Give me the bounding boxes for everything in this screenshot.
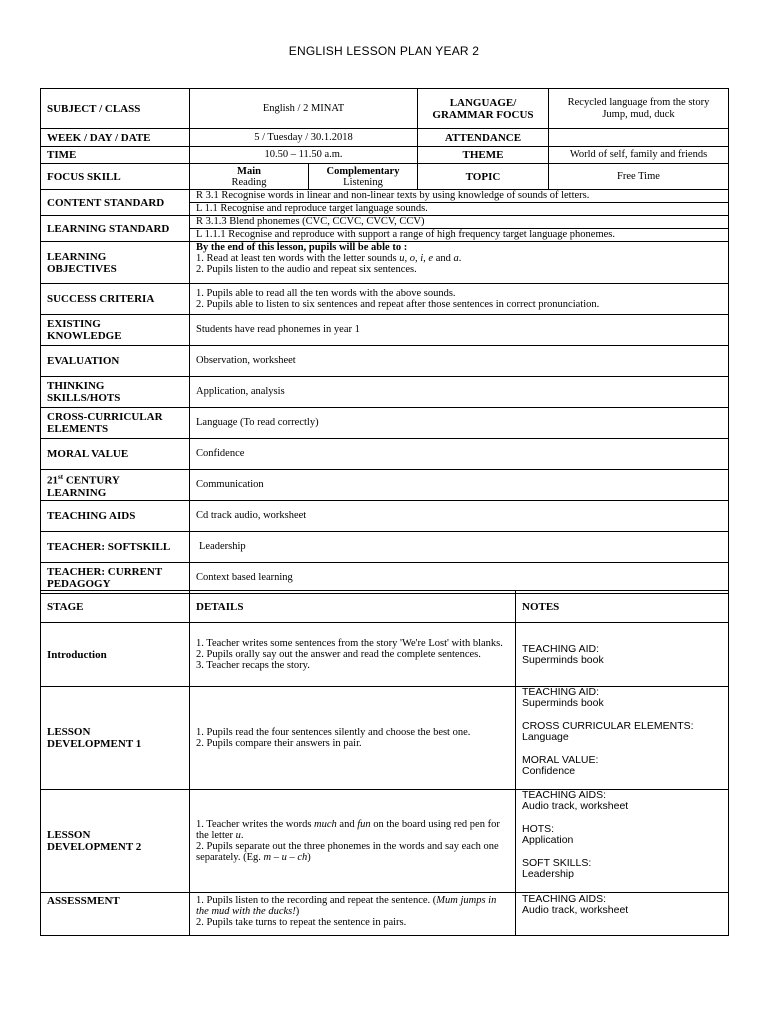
century-label-1: [47, 471, 183, 487]
ld1-note-2: Superminds book: [522, 697, 604, 709]
theme-value: World of self, family and friends: [549, 147, 729, 164]
ld1-note-6: Confidence: [522, 765, 576, 777]
ld2-d1-pre: 1. Teacher writes the words: [196, 819, 315, 830]
theme-label: THEME: [418, 147, 549, 164]
learning-objectives-label: [41, 242, 190, 284]
complementary-skill: [309, 164, 418, 190]
complementary-skill-value: Listening: [343, 176, 383, 188]
objective-1-letter-a: a: [453, 253, 459, 264]
stage-assessment: ASSESSMENT: [41, 893, 190, 936]
focus-skill-label: FOCUS SKILL: [41, 164, 190, 190]
lesson-plan-table: [40, 88, 729, 594]
ld2-label-1: LESSON: [47, 829, 91, 841]
century-rest: CENTURY: [63, 474, 120, 487]
language-value-line-2: Jump, mud, duck: [602, 108, 675, 120]
objectives-label-2: OBJECTIVES: [47, 262, 117, 275]
ld2-note-4: Application: [522, 834, 574, 846]
assess-detail-2: 2. Pupils take turns to repeat the sentence in pairs.: [196, 917, 407, 928]
language-value-line-1: Recycled language from the story: [567, 96, 710, 108]
language-label-line-2: GRAMMAR FOCUS: [432, 108, 534, 121]
assessment-notes: [516, 893, 729, 936]
pedagogy-label: [41, 563, 190, 594]
assess-d1-pre: 1. Pupils listen to the recording and repeat the sentence. (: [196, 895, 437, 906]
ld2-d2-pre: 2. Pupils separate out the three phonemes in the words and say each one separately. (Eg.: [196, 841, 499, 863]
century-label-2: LEARNING: [47, 486, 107, 499]
thinking-skills-label: [41, 377, 190, 408]
learning-objectives-value: [190, 242, 729, 284]
content-standard-value: [190, 190, 729, 216]
ld1-note-4: Language: [522, 731, 569, 743]
century-sup: st: [58, 473, 64, 482]
century-learning-label: [41, 470, 190, 501]
assess-detail-1: [196, 895, 509, 917]
existing-knowledge-value: Students have read phonemes in year 1: [190, 315, 729, 346]
main-skill: [190, 164, 309, 190]
ld2-label-2: DEVELOPMENT 2: [47, 841, 142, 853]
ld2-d1-word-much: much: [314, 819, 337, 830]
details-header: DETAILS: [190, 591, 516, 623]
century-num: 21: [47, 474, 58, 487]
introduction-notes: [516, 623, 729, 687]
ld2-note-6: Leadership: [522, 868, 574, 880]
lesson-development-1-details: [190, 687, 516, 790]
objective-1-end: .: [458, 253, 462, 264]
assess-note-1: TEACHING AIDS:: [522, 893, 607, 905]
ld2-d2-end: ): [307, 852, 311, 863]
ld1-detail-2: 2. Pupils compare their answers in pair.: [196, 738, 362, 749]
lesson-development-2-notes: [516, 790, 729, 893]
ld2-d1-letter-u: u: [235, 830, 241, 841]
ld2-d2-example: m – u – ch: [263, 852, 308, 863]
softskill-label: TEACHER: SOFTSKILL: [41, 532, 190, 563]
ld1-detail-1: 1. Pupils read the four sentences silently and choose the best one.: [196, 727, 471, 738]
success-criteria-value: [190, 284, 729, 315]
objective-1-text: 1. Read at least ten words with the letter sounds: [196, 253, 400, 264]
topic-label: TOPIC: [418, 164, 549, 190]
cross-label-2: ELEMENTS: [47, 423, 109, 435]
existing-label-2: KNOWLEDGE: [47, 330, 122, 342]
intro-detail-2: 2. Pupils orally say out the answer and read the complete sentences.: [196, 649, 481, 660]
century-learning-value: Communication: [190, 470, 729, 501]
teaching-aids-value: Cd track audio, worksheet: [190, 501, 729, 532]
attendance-value: [549, 129, 729, 147]
ld2-note-5: SOFT SKILLS:: [522, 857, 592, 869]
assessment-details: [190, 893, 516, 936]
language-label-line-1: LANGUAGE/: [449, 96, 517, 109]
lesson-development-2-details: [190, 790, 516, 893]
success-1: 1. Pupils able to read all the ten words with the above sounds.: [196, 288, 456, 299]
success-criteria-label: SUCCESS CRITERIA: [41, 284, 190, 315]
introduction-details: [190, 623, 516, 687]
learning-standard-2: L 1.1.1 Recognise and reproduce with support a range of high frequency target language phonemes.: [196, 229, 615, 240]
ld2-note-3: HOTS:: [522, 823, 555, 835]
pedagogy-label-1: TEACHER: CURRENT: [47, 566, 163, 578]
learning-standard-label: LEARNING STANDARD: [41, 216, 190, 242]
content-standard-1: R 3.1 Recognise words in linear and non-linear texts by using knowledge of sounds of letters.: [190, 190, 728, 203]
existing-label-1: EXISTING: [47, 318, 101, 330]
stage-lesson-development-2: [41, 790, 190, 893]
intro-note-2: Superminds book: [522, 653, 604, 666]
assess-note-2: Audio track, worksheet: [522, 904, 629, 916]
stage-header: STAGE: [41, 591, 190, 623]
complementary-skill-label: Complementary: [326, 165, 400, 177]
objectives-intro: By the end of this lesson, pupils will be able to :: [196, 242, 408, 253]
ld2-d1-and: and: [336, 819, 358, 830]
ld2-note-1: TEACHING AIDS:: [522, 789, 607, 801]
time-value: 10.50 – 11.50 a.m.: [190, 147, 418, 164]
success-2: 2. Pupils able to listen to six sentences and repeat after those sentences in correct pronunciation.: [196, 299, 600, 310]
pedagogy-value: Context based learning: [190, 563, 729, 594]
pedagogy-label-2: PEDAGOGY: [47, 578, 111, 590]
softskill-value: Leadership: [190, 532, 729, 563]
evaluation-value: Observation, worksheet: [190, 346, 729, 377]
cross-label-1: CROSS-CURRICULAR: [47, 411, 163, 423]
ld2-detail-2: [196, 841, 509, 863]
stage-lesson-development-1: [41, 687, 190, 790]
stage-introduction: Introduction: [41, 623, 190, 687]
content-standard-2: L 1.1 Recognise and reproduce target language sounds.: [196, 203, 428, 214]
cross-curricular-value: Language (To read correctly): [190, 408, 729, 439]
stages-table: [40, 590, 729, 936]
teaching-aids-label: TEACHING AIDS: [41, 501, 190, 532]
week-value: 5 / Tuesday / 30.1.2018: [190, 129, 418, 147]
objective-1-letters: u, o, i, e: [399, 253, 434, 264]
intro-note-1: TEACHING AID:: [522, 642, 600, 655]
subject-label: SUBJECT / CLASS: [41, 89, 190, 129]
ld2-note-2: Audio track, worksheet: [522, 800, 629, 812]
ld2-d1-post: on the board using red pen for the letter: [196, 819, 500, 841]
moral-value-value: Confidence: [190, 439, 729, 470]
cross-curricular-label: [41, 408, 190, 439]
thinking-label-2: SKILLS/HOTS: [47, 392, 121, 404]
week-label: WEEK / DAY / DATE: [41, 129, 190, 147]
ld1-label-1: LESSON: [47, 726, 91, 738]
assess-d1-sentence: Mum jumps in the mud with the ducks!: [196, 895, 497, 917]
objectives-label-1: LEARNING: [47, 250, 107, 263]
language-focus-value: [549, 89, 729, 129]
learning-standard-1: R 3.1.3 Blend phonemes (CVC, CCVC, CVCV, CCV): [190, 216, 728, 229]
content-standard-label: CONTENT STANDARD: [41, 190, 190, 216]
evaluation-label: EVALUATION: [41, 346, 190, 377]
ld1-note-1: TEACHING AID:: [522, 686, 600, 698]
ld2-d1-end: .: [240, 830, 244, 841]
intro-detail-1: 1. Teacher writes some sentences from the story 'We're Lost' with blanks.: [196, 638, 503, 649]
page-title: ENGLISH LESSON PLAN YEAR 2: [288, 44, 480, 58]
ld1-note-5: MORAL VALUE:: [522, 754, 599, 766]
ld2-d1-word-fun: fun: [357, 819, 371, 830]
thinking-skills-value: Application, analysis: [190, 377, 729, 408]
topic-value: Free Time: [549, 164, 729, 190]
notes-header: NOTES: [516, 591, 729, 623]
assess-d1-end: ): [295, 906, 300, 917]
objective-1: [196, 253, 722, 264]
main-skill-label: Main: [237, 165, 261, 177]
time-label: TIME: [41, 147, 190, 164]
objective-2: 2. Pupils listen to the audio and repeat six sentences.: [196, 264, 417, 275]
lesson-development-1-notes: [516, 687, 729, 790]
main-skill-value: Reading: [231, 176, 267, 188]
intro-detail-3: 3. Teacher recaps the story.: [196, 660, 310, 671]
ld1-note-3: CROSS CURRICULAR ELEMENTS:: [522, 720, 694, 732]
subject-value: English / 2 MINAT: [190, 89, 418, 129]
moral-value-label: MORAL VALUE: [41, 439, 190, 470]
thinking-label-1: THINKING: [47, 380, 105, 392]
ld1-label-2: DEVELOPMENT 1: [47, 738, 142, 750]
attendance-label: ATTENDANCE: [418, 129, 549, 147]
objective-1-and: and: [433, 253, 454, 264]
language-focus-label: [418, 89, 549, 129]
learning-standard-value: [190, 216, 729, 242]
ld2-detail-1: [196, 819, 509, 841]
existing-knowledge-label: [41, 315, 190, 346]
